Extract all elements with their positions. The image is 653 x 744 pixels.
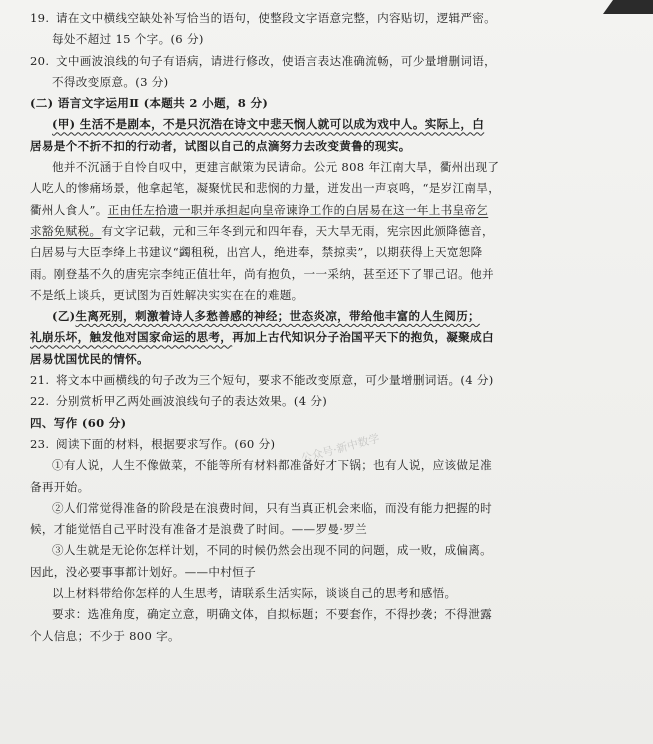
requirements-line2: 个人信息；不少于 800 字。	[30, 628, 180, 643]
question-20-line1: 20. 文中画波浪线的句子有语病，请进行修改，使语言表达准确流畅，可少量增删词语，	[30, 51, 630, 72]
question-number: 21.	[30, 373, 50, 388]
passage-line: 求豁免赋税。有文字记载，元和三年冬到元和四年春，天大旱无雨，宪宗因此颁降德音，	[30, 223, 494, 238]
question-19-line2: 每处不超过 15 个字。(6 分)	[52, 32, 204, 47]
underlined-sentence: 正由任左拾遗一职并承担起向皇帝谏诤工作的白居易在这一年上书皇帝乞	[107, 202, 489, 217]
passage-line: 人吃人的惨痛场景，他拿起笔，凝聚忧民和悲悯的力量，迸发出一声哀鸣，“是岁江南旱，	[30, 181, 501, 196]
passage-line: 雨。刚登基不久的唐宪宗李纯正值壮年，尚有抱负，一一采纳，甚至还下了罪己诏。他并	[30, 266, 494, 281]
passage-line: 他并不沉涵于自怜自叹中，更建言献策为民请命。公元 808 年江南大旱，衢州出现了	[52, 160, 500, 175]
question-number: 22.	[30, 394, 50, 409]
underlined-sentence: 求豁免赋税。	[30, 223, 102, 238]
writing-prompt: 以上材料带给你怎样的人生思考，请联系生活实际，谈谈自己的思考和感悟。	[52, 586, 457, 601]
question-23: 23. 阅读下面的材料，根据要求写作。(60 分)	[30, 434, 630, 455]
question-number: 20.	[30, 53, 50, 68]
passage-line: 不是纸上谈兵，更试图为百姓解决实实在在的难题。	[30, 287, 304, 302]
material-3-line1: ③人生就是无论你怎样计划，不同的时候仍然会出现不同的问题，成一败，成偏离。	[52, 543, 493, 558]
question-20-line2: 不得改变原意。(3 分)	[52, 74, 169, 89]
question-19-line1: 19. 请在文中横线空缺处补写恰当的语句，使整段文字语意完整，内容贴切，逻辑严密。	[30, 8, 630, 29]
material-1-line1: ①有人说，人生不像做菜，不能等所有材料都准备好才下锅；也有人说，应该做足准	[52, 458, 493, 473]
material-3-line2: 因此，没必要事事都计划好。——中村恒子	[30, 564, 256, 579]
passage-yi-line3: 居易忧国忧民的情怀。	[30, 351, 149, 366]
passage-jia-line1: (甲) 生活不是剧本，不是只沉浩在诗文中悲天悯人就可以成为戏中人。实际上，白	[52, 117, 485, 132]
question-number: 19.	[30, 11, 50, 25]
passage-yi-line1: (乙)生离死别，刺激着诗人多愁善感的神经；世态炎凉，带给他丰富的人生阅历；	[52, 309, 480, 324]
question-22: 22. 分别赏析甲乙两处画波浪线句子的表达效果。(4 分)	[30, 391, 630, 412]
section-heading-4: 四、写作 (60 分)	[30, 415, 127, 430]
question-number: 23.	[30, 436, 50, 451]
material-2-line1: ②人们常觉得准备的阶段是在浪费时间，只有当真正机会来临，而没有能力把握的时	[52, 500, 493, 515]
passage-line: 白居易与大臣李绛上书建议“蠲租税，出宫人，绝进奉，禁掠卖”，以期获得上天宽恕降	[30, 245, 483, 260]
passage-jia-line2: 居易是个不折不扣的行动者，试图以自己的点滴努力去改变黄鲁的现实。	[30, 138, 411, 153]
exam-content	[30, 8, 630, 647]
section-heading-2: (二) 语言文字运用Ⅱ (本题共 2 小题，8 分)	[30, 96, 269, 111]
material-2-line2: 候，才能觉悟自己平时没有准备才是浪费了时间。——罗曼·罗兰	[30, 522, 368, 537]
question-21: 21. 将文本中画横线的句子改为三个短句，要求不能改变原意，可少量增删词语。(4 分)	[30, 370, 630, 391]
passage-yi-line2: 礼崩乐坏，触发他对国家命运的思考，再加上古代知识分子治国平天下的抱负，凝聚成白	[30, 330, 494, 345]
requirements-line1: 要求：选准角度，确定立意，明确文体，自拟标题；不要套作，不得抄袭；不得泄露	[52, 607, 493, 622]
watermark: 公众号·新中数学	[299, 431, 381, 466]
material-1-line2: 备再开始。	[30, 479, 90, 494]
passage-line: 衢州人食人”。正由任左拾遗一职并承担起向皇帝谏诤工作的白居易在这一年上书皇帝乞	[30, 202, 489, 217]
